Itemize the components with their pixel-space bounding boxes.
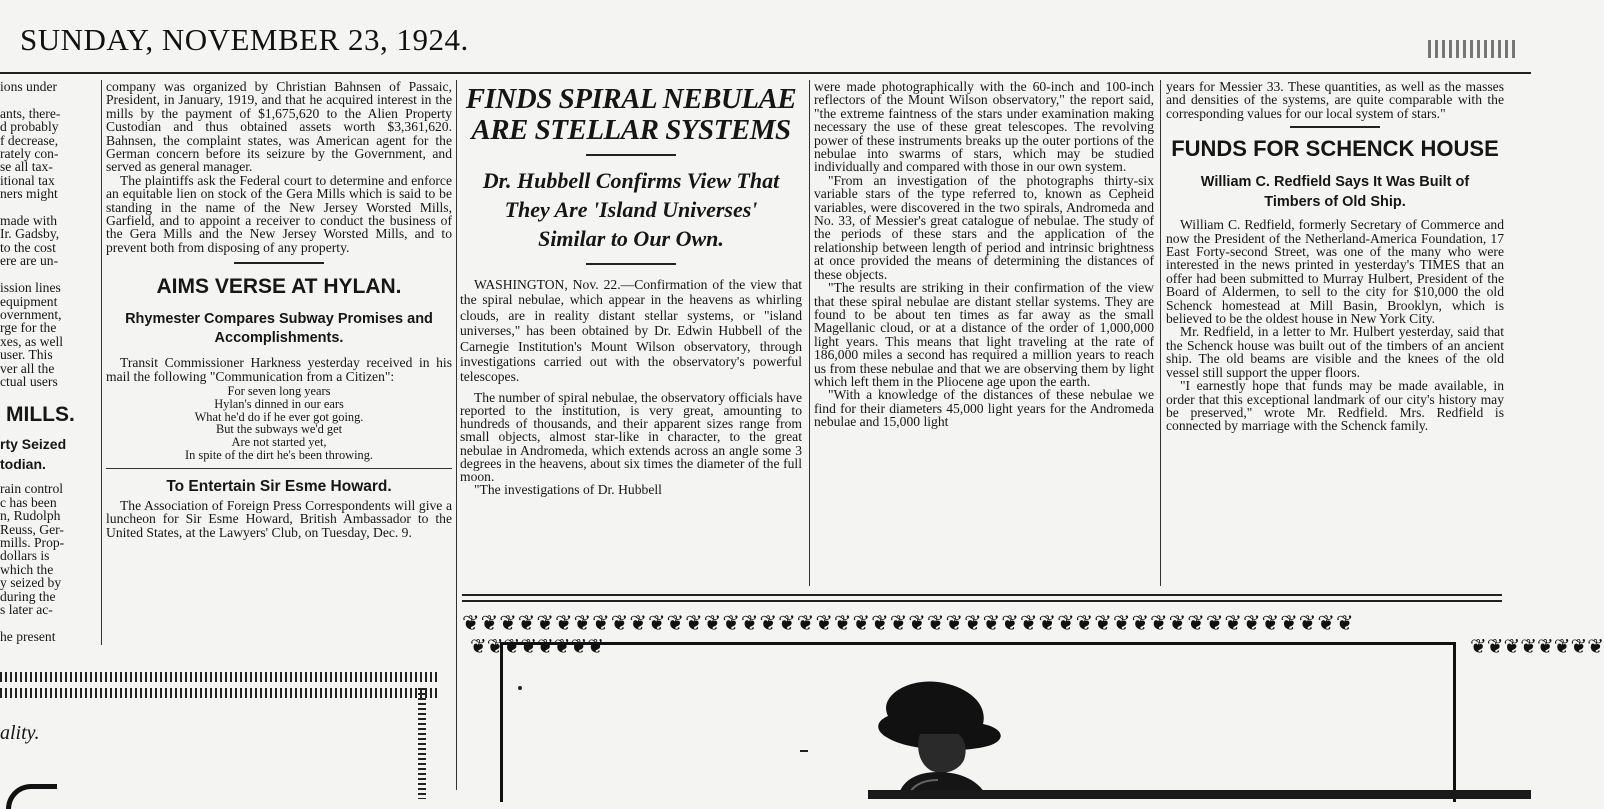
schenck-paragraph-3: "I earnestly hope that funds may be made available, in order that this exceptional landmark of our city's history may be preserved," wrote Mr. Redfield. Mrs. Redfield is connected by marriage with the Schenck family. xyxy=(1166,378,1504,434)
continued-paragraph-4: "With a knowledge of the distances of these nebulae we find for their diameters 45,000 light years for the Andromeda nebulae and 15,000 light xyxy=(814,387,1154,430)
ad-dash xyxy=(800,750,808,752)
hylan-poem xyxy=(106,385,452,462)
nebulae-paragraph-1: WASHINGTON, Nov. 22.—Confirmation of the view that the spiral nebulae, which appear in the heavens as whirling clouds, are in reality distant stellar systems, or "island universes," has been obtained by Dr. Edwin Hubbell of the Carnegie Institution's Mount Wilson observatory, through investigations carried out with the observatory's powerful telescopes. xyxy=(460,277,802,385)
poem-line: In spite of the dirt he's been throwing. xyxy=(184,448,374,463)
hylan-deck: Rhymester Compares Subway Promises and Accomplishments. xyxy=(125,311,433,347)
left-column-line: d probably xyxy=(0,119,59,135)
section-rule xyxy=(1290,126,1380,128)
left-ad-dotted-rule xyxy=(0,688,440,698)
column-gera-mills xyxy=(106,80,452,650)
schenck-paragraph-2: Mr. Redfield, in a letter to Mr. Hulbert yesterday, said that the Schenck house was built out of the timbers of an ancient ship. The old beams are visible and the knees of the old vessel still support the upper floors. xyxy=(1166,324,1504,380)
left-column-line: xes, as well xyxy=(0,333,64,349)
left-column-line: ants, there- xyxy=(0,105,61,121)
ad-dot xyxy=(518,686,522,690)
continued-paragraph-1: were made photographically with the 60-inch and 100-inch reflectors of the Mount Wilson observatory," the report said, "the extreme faintness of the stars under examination making necessary the use of these great telescopes. The revolving power of these instruments breaks up the outer portions of the nebulae into swarms of stars, which may be studied individually and compared with those in our own system. xyxy=(814,79,1154,175)
left-column-line xyxy=(0,93,95,106)
left-column-line: user. This xyxy=(0,347,53,363)
column-divider xyxy=(101,80,102,645)
deck-rule xyxy=(586,263,676,265)
ad-top-rule xyxy=(462,594,1502,596)
left-column-line: during the xyxy=(0,588,56,604)
left-column-line: to the cost xyxy=(0,239,56,255)
left-column-line: se all tax- xyxy=(0,159,53,175)
left-column-line: c has been xyxy=(0,494,57,510)
left-column-sub-2: todian. xyxy=(0,456,46,473)
column-left-fragment xyxy=(0,79,95,644)
poem-line: Hylan's dinned in our ears xyxy=(214,396,344,411)
gera-paragraph-2: The plaintiffs ask the Federal court to determine and enforce an equitable lien on stock of the Gera Mills which is said to be standing in the name of the New Jersey Worsted Mills, Garfield, and to appoint a receiver to conduct the business of the Gera Mills and the New Jersey Worsted Mills, and to prevent both from disposing of any property. xyxy=(106,172,452,255)
poem-line: Are not started yet, xyxy=(231,435,327,450)
left-ad-fragment xyxy=(0,672,440,799)
masthead-rule xyxy=(0,72,1531,74)
column-divider xyxy=(1160,80,1161,586)
section-rule xyxy=(234,262,324,264)
left-column-line xyxy=(0,616,95,629)
left-column-line: f decrease, xyxy=(0,132,59,148)
left-column-line: ners might xyxy=(0,186,58,202)
messier-paragraph: years for Messier 33. These quantities, as well as the masses and densities of the systems, are quite comparable with the corresponding values for our local system of stars." xyxy=(1166,79,1504,121)
left-column-line: n, Rudolph xyxy=(0,508,61,524)
left-ad-text: ality. xyxy=(0,722,40,744)
nebulae-deck-3: Similar to Our Own. xyxy=(538,226,724,251)
column-schenck-house xyxy=(1166,80,1504,586)
left-column-line: ere are un- xyxy=(0,253,59,269)
left-column-line: dollars is xyxy=(0,548,50,564)
left-column-line: s later ac- xyxy=(0,602,53,617)
masthead xyxy=(20,22,1520,68)
left-column-lines-2 xyxy=(0,482,95,643)
left-column-line: y seized by xyxy=(0,575,62,591)
left-column-line xyxy=(0,201,95,214)
left-column-line: ions under xyxy=(0,79,58,94)
left-column-line xyxy=(0,268,95,281)
nebulae-headline-1: FINDS SPIRAL NEBULAE xyxy=(465,83,797,115)
left-column-heading: MILLS. xyxy=(6,403,75,427)
hylan-headline: AIMS VERSE AT HYLAN. xyxy=(156,275,402,299)
nebulae-headline-2: ARE STELLAR SYSTEMS xyxy=(471,114,791,146)
left-column-lines xyxy=(0,80,95,388)
ad-shadow-bar xyxy=(868,790,1531,799)
continued-paragraph-2: "From an investigation of the photographs thirty-six variable stars of the type referred to, known as Cepheid variables, were discovered in the two spirals, Andromeda and No. 33, of Messier's great catalogue of nebulae. The study of the periods of these stars and the application of the relationship between length of period and intrinsic brightness at once provided the means of determining the distances of these objects. xyxy=(814,172,1154,282)
left-column-line: which the xyxy=(0,561,54,577)
left-column-line: made with xyxy=(0,213,58,229)
left-column-line: overnment, xyxy=(0,306,62,322)
left-column-line: he present xyxy=(0,628,56,644)
left-ad-curve xyxy=(6,784,57,809)
howard-headline: To Entertain Sir Esme Howard. xyxy=(166,477,392,495)
column-divider xyxy=(456,80,457,790)
howard-paragraph: The Association of Foreign Press Correspondents will give a luncheon for Sir Esme Howard, British Ambassador to the United States, at the Lawyers' Club, on Tuesday, Dec. 9. xyxy=(106,497,452,540)
section-rule-2 xyxy=(106,468,452,469)
column-nebulae-continued xyxy=(814,80,1154,586)
left-column-line: equipment xyxy=(0,293,58,309)
left-column-line: ission lines xyxy=(0,280,61,296)
page-date: SUNDAY, NOVEMBER 23, 1924. xyxy=(20,22,469,57)
ad-top-rule-2 xyxy=(462,600,1502,602)
left-column-line: rain control xyxy=(0,481,64,497)
left-column-line: rately con- xyxy=(0,146,59,162)
left-column-sub-1: rty Seized xyxy=(0,436,67,453)
left-column-line: mills. Prop- xyxy=(0,534,65,550)
ad-illustration xyxy=(838,676,1018,799)
gera-paragraph-1: company was organized by Christian Bahnsen of Passaic, President, in January, 1919, and that he acquired interest in the mills by the payment of $1,675,620 to the Alien Property Custodian and thus obtained assets worth $3,361,620. Bahnsen, the complaint states, was American agent for the German concern before its seizure by the Government, and served as general manager. xyxy=(106,79,452,175)
continued-paragraph-3: "The results are striking in their confirmation of the view that these spiral nebulae are distant stellar systems. They are found to be about ten times as far away as the small Magellanic cloud, or at a distance of the order of 1,000,000 light years. This means that light traveling at the rate of 186,000 miles a second has required a million years to reach us from these nebulae and that we are observing them by light which left them in the Pliocene age upon the earth. xyxy=(814,280,1154,389)
nebulae-deck-2: They Are 'Island Universes' xyxy=(504,197,758,222)
poem-line: What he'd do if he ever got going. xyxy=(194,409,364,424)
nebulae-deck-1: Dr. Hubbell Confirms View That xyxy=(482,168,780,193)
schenck-headline: FUNDS FOR SCHENCK HOUSE xyxy=(1171,136,1499,162)
schenck-deck: William C. Redfield Says It Was Built of Timbers of Old Ship. xyxy=(1200,174,1470,211)
column-divider xyxy=(809,80,810,586)
left-column-line: Ir. Gadsby, xyxy=(0,226,60,242)
nebulae-paragraph-3: "The investigations of Dr. Hubbell xyxy=(474,482,662,498)
schenck-paragraph-1: William C. Redfield, formerly Secretary of Commerce and now the President of the Netherland-America Foundation, 17 East Forty-second Street, was one of the many who were interested in the news printed in yesterday's TIMES that an offer had been submitted to Murray Hulbert, President of the Board of Aldermen, to sell to the city for $10,000 the old Schenck homestead at Mill Basin, Brooklyn, which is believed to be the oldest house in New York City. xyxy=(1166,217,1504,327)
ad-ornamental-border: ❦❦❦❦❦❦❦❦❦❦❦❦❦❦❦❦❦❦❦❦❦❦❦❦❦❦❦❦❦❦❦❦❦❦❦❦❦❦❦❦❦❦❦❦❦❦❦❦ xyxy=(462,611,1355,635)
hylan-paragraph: Transit Commissioner Harkness yesterday received in his mail the following "Communication from a Citizen": xyxy=(106,355,452,384)
ad-right-ornament: ❦❦❦❦❦❦❦❦ xyxy=(1470,636,1604,658)
left-ad-dotted-side xyxy=(418,688,426,799)
poem-line: But the subways we'd get xyxy=(215,422,343,437)
ad-left-ornament: ❦❦❦❦❦❦❦❦ xyxy=(470,636,605,658)
nebulae-paragraph-2: The number of spiral nebulae, the observatory officials have reported to the institution, is very great, amounting to hundreds of thousands, and their apparent sizes range from small objects, almost star-like in character, to the great nebulae in Andromeda, which extends across an angle some 3 degrees in the heavens, about six times the diameter of the full moon. xyxy=(460,389,802,485)
headline-rule xyxy=(586,154,676,156)
left-column-line: ctual users xyxy=(0,373,58,389)
poem-line: For seven long years xyxy=(227,384,331,399)
left-column-line: rge for the xyxy=(0,320,57,336)
left-column-line: itional tax xyxy=(0,172,55,188)
left-column-line: ver all the xyxy=(0,360,55,376)
left-column-line: Reuss, Ger- xyxy=(0,521,64,537)
left-ad-dotted-rule xyxy=(0,672,440,682)
masthead-ornament xyxy=(1428,40,1518,58)
column-nebulae xyxy=(460,80,802,586)
